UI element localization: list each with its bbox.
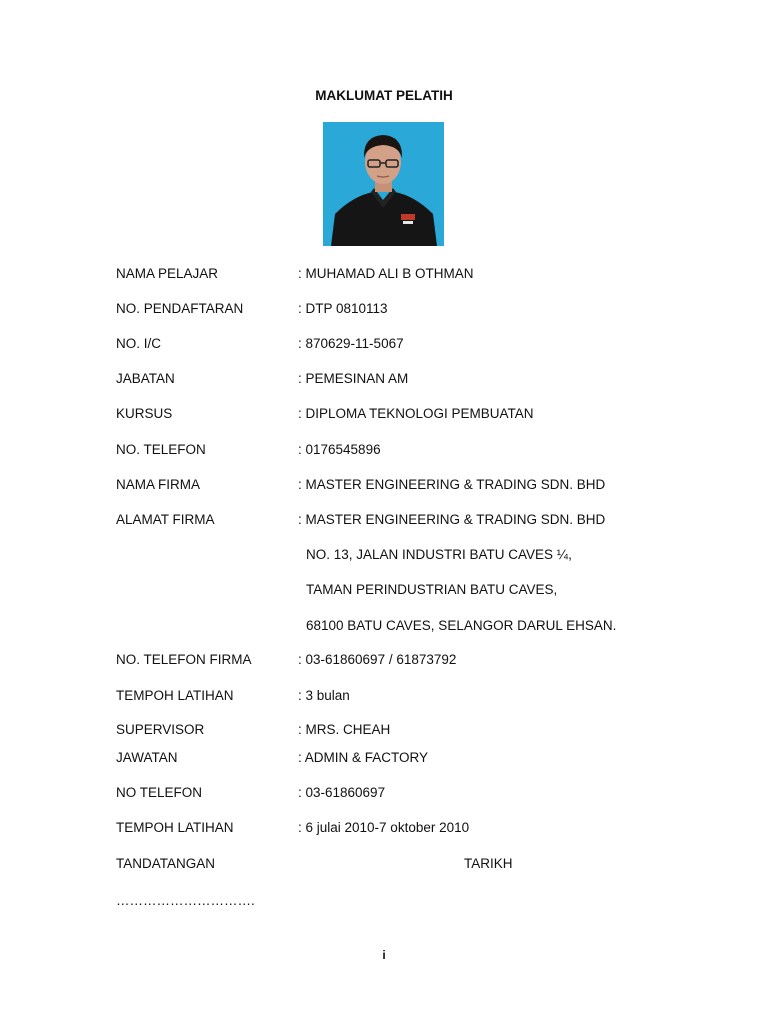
field-value: : PEMESINAN AM (298, 371, 409, 386)
field-value: : MASTER ENGINEERING & TRADING SDN. BHD (298, 512, 606, 527)
field-supervisor (116, 721, 676, 739)
field-label: NAMA PELAJAR (116, 266, 219, 281)
field-no-telefon-supervisor (116, 784, 676, 802)
field-label: KURSUS (116, 406, 173, 421)
signature-line: …………………………. (116, 893, 255, 908)
field-jawatan (116, 749, 676, 767)
field-value: : DTP 0810113 (298, 301, 388, 316)
field-value: : 03-61860697 / 61873792 (298, 652, 457, 667)
field-label: TEMPOH LATIHAN (116, 688, 234, 703)
date-label: TARIKH (464, 856, 513, 871)
field-label: NAMA FIRMA (116, 477, 201, 492)
field-value: : MUHAMAD ALI B OTHMAN (298, 266, 474, 281)
field-label: NO TELEFON (116, 785, 203, 800)
field-label: NO. TELEFON FIRMA (116, 652, 252, 667)
field-value: : 3 bulan (298, 688, 350, 703)
page-title: MAKLUMAT PELATIH (315, 88, 453, 103)
field-value: : DIPLOMA TEKNOLOGI PEMBUATAN (298, 406, 534, 421)
field-label: NO. I/C (116, 336, 162, 351)
field-kursus (116, 405, 676, 423)
field-label: ALAMAT FIRMA (116, 512, 215, 527)
field-alamat-firma (116, 511, 676, 529)
field-value: : 03-61860697 (298, 785, 386, 800)
field-value: : 6 julai 2010-7 oktober 2010 (298, 820, 470, 835)
field-label: NO. PENDAFTARAN (116, 301, 244, 316)
address-line: NO. 13, JALAN INDUSTRI BATU CAVES ¼, (306, 547, 572, 562)
field-value: : MRS. CHEAH (298, 722, 391, 737)
signature-label: TANDATANGAN (116, 856, 216, 871)
student-photo (323, 122, 444, 246)
field-no-ic (116, 335, 676, 353)
page-number: i (382, 948, 386, 962)
field-no-pendaftaran (116, 300, 676, 318)
field-label: JAWATAN (116, 750, 178, 765)
field-value: : 870629-11-5067 (298, 336, 404, 351)
field-jabatan (116, 370, 676, 388)
field-tempoh-latihan (116, 687, 676, 705)
field-label: TEMPOH LATIHAN (116, 820, 234, 835)
address-line: TAMAN PERINDUSTRIAN BATU CAVES, (306, 582, 558, 597)
field-no-telefon (116, 441, 676, 459)
address-line: 68100 BATU CAVES, SELANGOR DARUL EHSAN. (306, 618, 617, 633)
field-nama-pelajar (116, 265, 676, 283)
field-no-telefon-firma (116, 651, 676, 669)
field-label: JABATAN (116, 371, 175, 386)
field-value: : 0176545896 (298, 442, 381, 457)
field-nama-firma (116, 476, 676, 494)
field-value: : ADMIN & FACTORY (298, 750, 429, 765)
field-label: NO. TELEFON (116, 442, 206, 457)
field-label: SUPERVISOR (116, 722, 205, 737)
field-value: : MASTER ENGINEERING & TRADING SDN. BHD (298, 477, 606, 492)
field-tempoh-latihan-tarikh (116, 819, 676, 837)
